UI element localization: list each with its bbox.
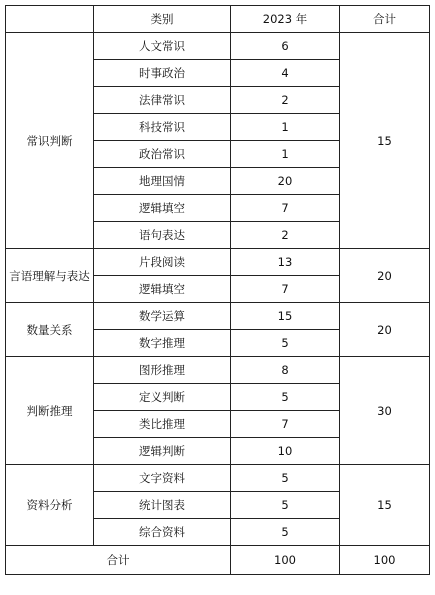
group-total-cell: 30 [340, 357, 430, 465]
item-value-cell: 5 [231, 465, 340, 492]
group-total-cell: 15 [340, 33, 430, 249]
item-name-cell: 片段阅读 [94, 249, 231, 276]
group-total-cell: 20 [340, 303, 430, 357]
item-name-cell: 语句表达 [94, 222, 231, 249]
item-value-cell: 5 [231, 384, 340, 411]
item-name-cell: 数字推理 [94, 330, 231, 357]
item-value-cell: 5 [231, 330, 340, 357]
header-total: 合计 [340, 6, 430, 33]
sum-label-cell: 合计 [6, 546, 231, 575]
table-body [6, 6, 430, 575]
item-name-cell: 政治常识 [94, 141, 231, 168]
item-name-cell: 文字资料 [94, 465, 231, 492]
item-value-cell: 15 [231, 303, 340, 330]
table-row [6, 249, 430, 276]
group-total-cell: 20 [340, 249, 430, 303]
group-name-cell: 判断推理 [6, 357, 94, 465]
group-total-cell: 15 [340, 465, 430, 546]
item-value-cell: 10 [231, 438, 340, 465]
item-value-cell: 8 [231, 357, 340, 384]
table-row [6, 33, 430, 60]
item-value-cell: 13 [231, 249, 340, 276]
table-row [6, 303, 430, 330]
group-name-cell: 资料分析 [6, 465, 94, 546]
item-value-cell: 1 [231, 141, 340, 168]
item-name-cell: 图形推理 [94, 357, 231, 384]
table-row [6, 357, 430, 384]
group-name-cell: 数量关系 [6, 303, 94, 357]
item-value-cell: 7 [231, 195, 340, 222]
item-value-cell: 4 [231, 60, 340, 87]
item-value-cell: 5 [231, 519, 340, 546]
item-value-cell: 2 [231, 87, 340, 114]
sum-row [6, 546, 430, 575]
item-name-cell: 逻辑判断 [94, 438, 231, 465]
item-name-cell: 法律常识 [94, 87, 231, 114]
header-row [6, 6, 430, 33]
item-value-cell: 2 [231, 222, 340, 249]
group-name-cell: 言语理解与表达 [6, 249, 94, 303]
item-value-cell: 5 [231, 492, 340, 519]
item-name-cell: 人文常识 [94, 33, 231, 60]
item-value-cell: 6 [231, 33, 340, 60]
item-name-cell: 科技常识 [94, 114, 231, 141]
item-value-cell: 7 [231, 276, 340, 303]
item-name-cell: 统计图表 [94, 492, 231, 519]
sum-grand-total-cell: 100 [340, 546, 430, 575]
header-blank-cell [6, 6, 94, 33]
item-value-cell: 7 [231, 411, 340, 438]
item-name-cell: 逻辑填空 [94, 276, 231, 303]
item-name-cell: 地理国情 [94, 168, 231, 195]
item-name-cell: 类比推理 [94, 411, 231, 438]
item-name-cell: 定义判断 [94, 384, 231, 411]
item-name-cell: 逻辑填空 [94, 195, 231, 222]
table-row [6, 465, 430, 492]
exam-statistics-table [5, 5, 430, 575]
item-name-cell: 时事政治 [94, 60, 231, 87]
header-year: 2023 年 [231, 6, 340, 33]
sum-year-cell: 100 [231, 546, 340, 575]
item-name-cell: 综合资料 [94, 519, 231, 546]
item-value-cell: 1 [231, 114, 340, 141]
item-name-cell: 数学运算 [94, 303, 231, 330]
item-value-cell: 20 [231, 168, 340, 195]
group-name-cell: 常识判断 [6, 33, 94, 249]
header-category: 类别 [94, 6, 231, 33]
